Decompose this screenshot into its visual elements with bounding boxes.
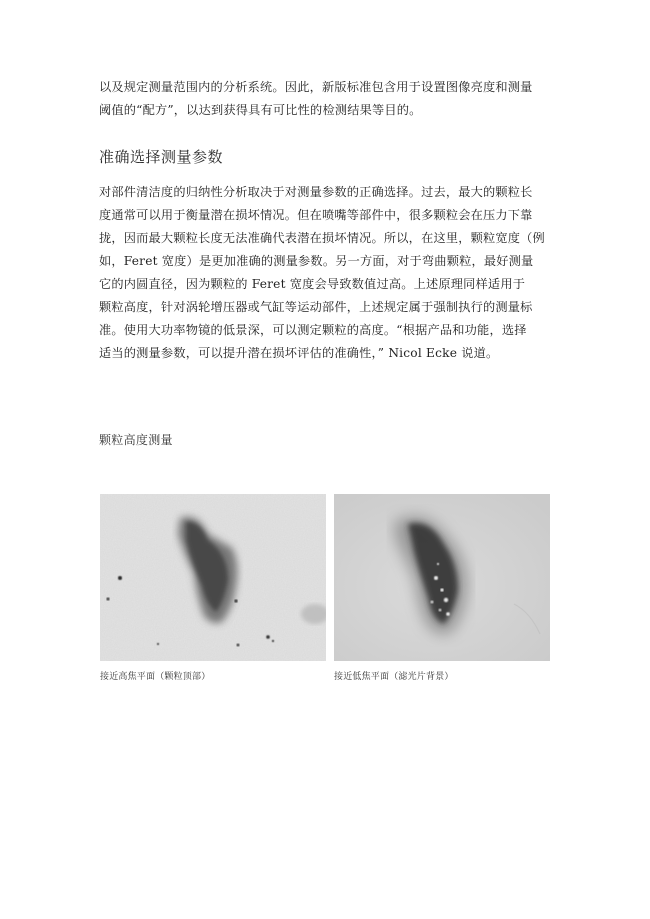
paragraph-line: 准。使用大功率物镜的低景深，可以测定颗粒的高度。“根据产品和功能，选择 bbox=[99, 323, 527, 337]
paragraph-line: 如，Feret 宽度）是更加准确的测量参数。另一方面，对于弯曲颗粒，最好测量 bbox=[99, 254, 534, 268]
paragraph-line: 对部件清洁度的归纳性分析取决于对测量参数的正确选择。过去，最大的颗粒长 bbox=[99, 185, 533, 199]
paragraph-line: 适当的测量参数，可以提升潜在损坏评估的准确性，” Nicol Ecke 说道。 bbox=[99, 346, 499, 360]
section-heading: 准确选择测量参数 bbox=[99, 148, 224, 166]
intro-line: 以及规定测量范围内的分析系统。因此，新版标准包含用于设置图像亮度和测量 bbox=[99, 80, 533, 94]
paragraph-line: 它的内圆直径，因为颗粒的 Feret 宽度会导致数值过高。上述原理同样适用于 bbox=[99, 277, 526, 291]
particle-top-focus-image bbox=[100, 494, 326, 661]
paragraph-line: 度通常可以用于衡量潜在损坏情况。但在喷嘴等部件中，很多颗粒会在压力下靠 bbox=[99, 208, 533, 222]
filter-background-focus-image bbox=[334, 494, 550, 661]
section-paragraph bbox=[99, 181, 555, 365]
intro-line: 阈值的“配方”，以达到获得具有可比性的检测结果等目的。 bbox=[99, 103, 422, 117]
right-image-caption: 接近低焦平面（滤光片背景） bbox=[334, 672, 454, 682]
paragraph-line: 颗粒高度，针对涡轮增压器或气缸等运动部件，上述规定属于强制执行的测量标 bbox=[99, 300, 533, 314]
figure-title: 颗粒高度测量 bbox=[99, 433, 173, 447]
paragraph-line: 拢，因而最大颗粒长度无法准确代表潜在损坏情况。所以，在这里，颗粒宽度（例 bbox=[99, 231, 545, 245]
left-image-caption: 接近高焦平面（颗粒顶部） bbox=[100, 672, 211, 682]
intro-paragraph bbox=[99, 76, 555, 122]
